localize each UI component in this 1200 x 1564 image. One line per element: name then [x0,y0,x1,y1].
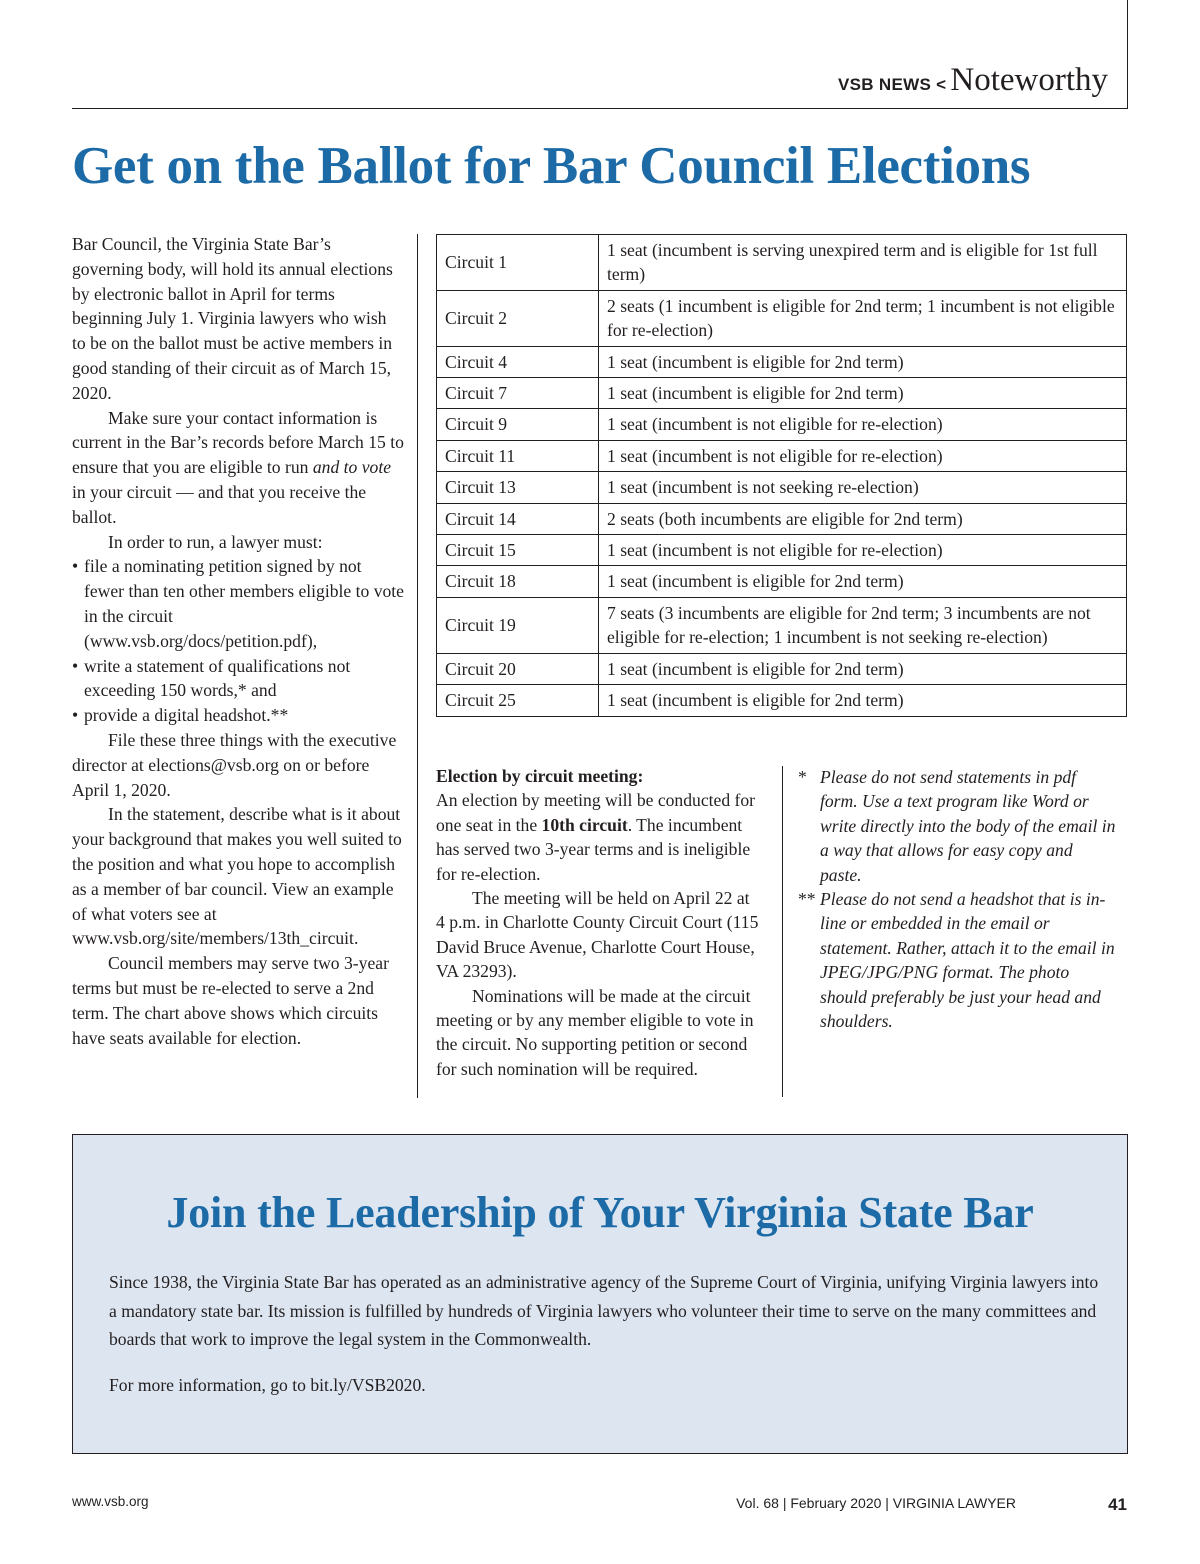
table-row [437,440,1127,471]
table-row [437,503,1127,534]
circuit-name: Circuit 13 [437,472,599,503]
meeting-text-end: . The incumbent has served two 3-year terms and is ineligible for re-election. [436,814,751,884]
requirement-text: write a statement of qualifications not exceeding 150 words,* and [84,655,351,701]
table-row [437,409,1127,440]
circuit-name: Circuit 20 [437,653,599,684]
footer-website: www.vsb.org [72,1494,149,1509]
bullet-glyph: • [72,705,79,726]
circuit-seats: 1 seat (incumbent is eligible for 2nd term) [599,685,1127,716]
circuit-name: Circuit 18 [437,566,599,597]
circuit-seats: 1 seat (incumbent is serving unexpired term and is eligible for 1st full term) [599,235,1127,291]
intro-column [72,232,404,1050]
column-divider [417,234,418,1098]
circuit-seats: 2 seats (1 incumbent is eligible for 2nd term; 1 incumbent is not eligible for re-election) [599,290,1127,346]
circuit-meeting-paragraph [436,788,762,886]
bullet-glyph: • [72,556,79,577]
header-rule [72,108,1128,109]
header-vertical-rule [1127,0,1128,108]
circuit-name: Circuit 9 [437,409,599,440]
leadership-callout-box [72,1134,1128,1454]
circuit-seats: 1 seat (incumbent is not eligible for re-election) [599,440,1127,471]
circuit-seats: 1 seat (incumbent is eligible for 2nd term) [599,378,1127,409]
column-divider [782,766,783,1097]
circuit-name: Circuit 1 [437,235,599,291]
table-row [437,346,1127,377]
section-name: Noteworthy [950,62,1108,98]
contact-info-paragraph [72,406,404,530]
circuit-name: Circuit 2 [437,290,599,346]
footnotes [798,765,1118,1033]
circuit-name: Circuit 15 [437,535,599,566]
bullet-glyph: • [72,655,79,676]
circuit-seats: 2 seats (both incumbents are eligible for 2nd term) [599,503,1127,534]
page-title: Get on the Ballot for Bar Council Elections [72,137,1031,195]
contact-info-text-end: in your circuit — and that you receive the ballot. [72,481,367,527]
contact-info-text: Make sure your contact information is current in the Bar’s records before March 15 to ensure that you are eligible to run [72,407,404,478]
circuit-seats-table [436,234,1127,717]
section-label [838,62,1108,99]
intro-paragraph: Bar Council, the Virginia State Bar’s governing body, will hold its annual elections by electronic ballot in April for terms beginning July 1. Virginia lawyers who wish to be on the ballot must be active members in good standing of their circuit as of March 15, 2020. [72,234,393,403]
circuit-name: Circuit 25 [437,685,599,716]
page-number: 41 [1108,1495,1127,1514]
requirements-lead: In order to run, a lawyer must: [108,531,323,552]
statement-paragraph: In the statement, describe what is it about your background that makes you well suited to the position and what you hope to accomplish as a member of bar council. View an example of what voters see at www.vsb.org/site/members/13th_circuit. [72,804,402,949]
footnote-text: Please do not send a headshot that is in-line or embedded in the email or statement. Rather, attach it to the email in JPEG/JPG/PNG format. The photo should preferably be just your head and shoulders. [820,889,1115,1032]
list-item [72,703,404,728]
requirements-list [72,554,404,728]
footer-issue: Vol. 68 | February 2020 | VIRGINIA LAWYER [736,1495,1016,1511]
circuit-name: Circuit 4 [437,346,599,377]
meeting-text: An election by meeting will be conducted for one seat in the [436,790,756,835]
footnote-mark: ** [798,889,816,910]
callout-title: Join the Leadership of Your Virginia State Bar [166,1188,1034,1237]
table-row [437,535,1127,566]
list-item [72,654,404,704]
table-row [437,472,1127,503]
circuit-name: Circuit 11 [437,440,599,471]
circuit-seats: 1 seat (incumbent is not seeking re-election) [599,472,1127,503]
circuit-name: Circuit 7 [437,378,599,409]
section-prefix: VSB NEWS < [838,75,947,94]
circuit-name: Circuit 14 [437,503,599,534]
circuit-seats: 1 seat (incumbent is not eligible for re-election) [599,535,1127,566]
meeting-location-paragraph: The meeting will be held on April 22 at 4 p.m. in Charlotte County Circuit Court (115 David Bruce Avenue, Charlotte Court House, VA 23293). [436,888,759,982]
requirement-text: provide a digital headshot.** [84,705,289,726]
filing-paragraph: File these three things with the executive director at elections@vsb.org on or before April 1, 2020. [72,729,397,800]
circuit-name: Circuit 19 [437,597,599,653]
table-row [437,597,1127,653]
contact-info-emphasis: and to vote [312,457,392,478]
circuit-seats: 1 seat (incumbent is eligible for 2nd term) [599,346,1127,377]
list-item [72,554,404,653]
table-row [437,653,1127,684]
footnote-mark: * [798,767,807,787]
meeting-circuit-emphasis: 10th circuit [541,814,628,835]
requirement-text: file a nominating petition signed by not fewer than ten other members eligible to vote in the circuit (www.vsb.org/docs/petition.pdf), [84,556,404,651]
circuit-meeting-column [436,764,762,1081]
terms-paragraph: Council members may serve two 3-year terms but must be re-elected to serve a 2nd term. The chart above shows which circuits have seats available for election. [72,953,389,1048]
table-row [437,685,1127,716]
table-row [437,566,1127,597]
circuit-seats: 1 seat (incumbent is eligible for 2nd term) [599,566,1127,597]
callout-body: Since 1938, the Virginia State Bar has operated as an administrative agency of the Supreme Court of Virginia, unifying Virginia lawyers into a mandatory state bar. Its mission is fulfilled by hundreds of Virginia lawyers who volunteer their time to serve on the many committees and boards that work to improve the legal system in the Commonwealth. [109,1272,1099,1350]
table-row [437,235,1127,291]
footnote [798,887,1118,1033]
circuit-meeting-heading: Election by circuit meeting: [436,766,644,786]
circuit-seats: 1 seat (incumbent is eligible for 2nd term) [599,653,1127,684]
table-row [437,378,1127,409]
footnote-text: Please do not send statements in pdf form. Use a text program like Word or write directly into the body of the email in a way that allows for easy copy and paste. [820,767,1116,885]
callout-more-info: For more information, go to bit.ly/VSB2020. [109,1375,426,1395]
circuit-seats: 1 seat (incumbent is not eligible for re-election) [599,409,1127,440]
footnote [798,765,1118,887]
nominations-paragraph: Nominations will be made at the circuit meeting or by any member eligible to vote in the circuit. No supporting petition or second for such nomination will be required. [436,985,754,1079]
table-row [437,290,1127,346]
circuit-seats: 7 seats (3 incumbents are eligible for 2nd term; 3 incumbents are not eligible for re-election; 1 incumbent is not seeking re-election) [599,597,1127,653]
